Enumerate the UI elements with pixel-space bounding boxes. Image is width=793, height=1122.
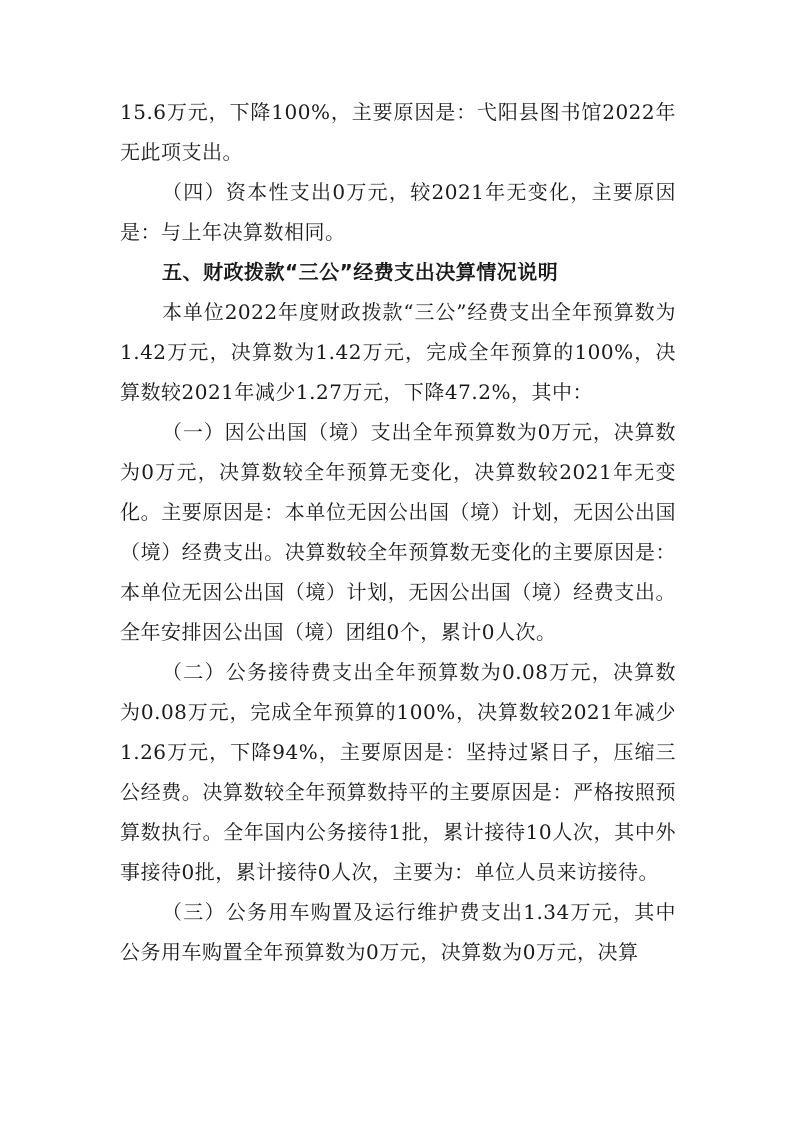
paragraph-official-vehicles: （三）公务用车购置及运行维护费支出1.34万元，其中公务用车购置全年预算数为0万元，决算数为0万元，决算 xyxy=(120,900,676,964)
paragraph-official-reception: （二）公务接待费支出全年预算数为0.08万元，决算数为0.08万元，完成全年预算的100%，决算数较2021年减少1.26万元，下降94%，主要原因是：坚持过紧日子，压缩三公经费。决算数较全年预算数持平的主要原因是：严格按照预算数执行。全年国内公务接待1批，累计接待10人次，其中外事接待0批，累计接待0人次，主要为：单位人员来访接待。 xyxy=(120,660,676,884)
paragraph-continuation: 15.6万元，下降100%，主要原因是：弋阳县图书馆2022年无此项支出。 xyxy=(120,100,676,164)
document-page xyxy=(120,92,676,972)
paragraph-three-public-summary: 本单位2022年度财政拨款“三公”经费支出全年预算数为1.42万元，决算数为1.42万元，完成全年预算的100%，决算数较2021年减少1.27万元，下降47.2%，其中： xyxy=(120,300,676,404)
paragraph-capital-expenditure: （四）资本性支出0万元，较2021年无变化，主要原因是：与上年决算数相同。 xyxy=(120,180,676,244)
section-heading-three-public-funds: 五、财政拨款“三公”经费支出决算情况说明 xyxy=(162,260,559,284)
paragraph-overseas-travel: （一）因公出国（境）支出全年预算数为0万元，决算数为0万元，决算数较全年预算无变化，决算数较2021年无变化。主要原因是：本单位无因公出国（境）计划，无因公出国（境）经费支出。决算数较全年预算数无变化的主要原因是：本单位无因公出国（境）计划，无因公出国（境）经费支出。全年安排因公出国（境）团组0个，累计0人次。 xyxy=(120,420,676,644)
